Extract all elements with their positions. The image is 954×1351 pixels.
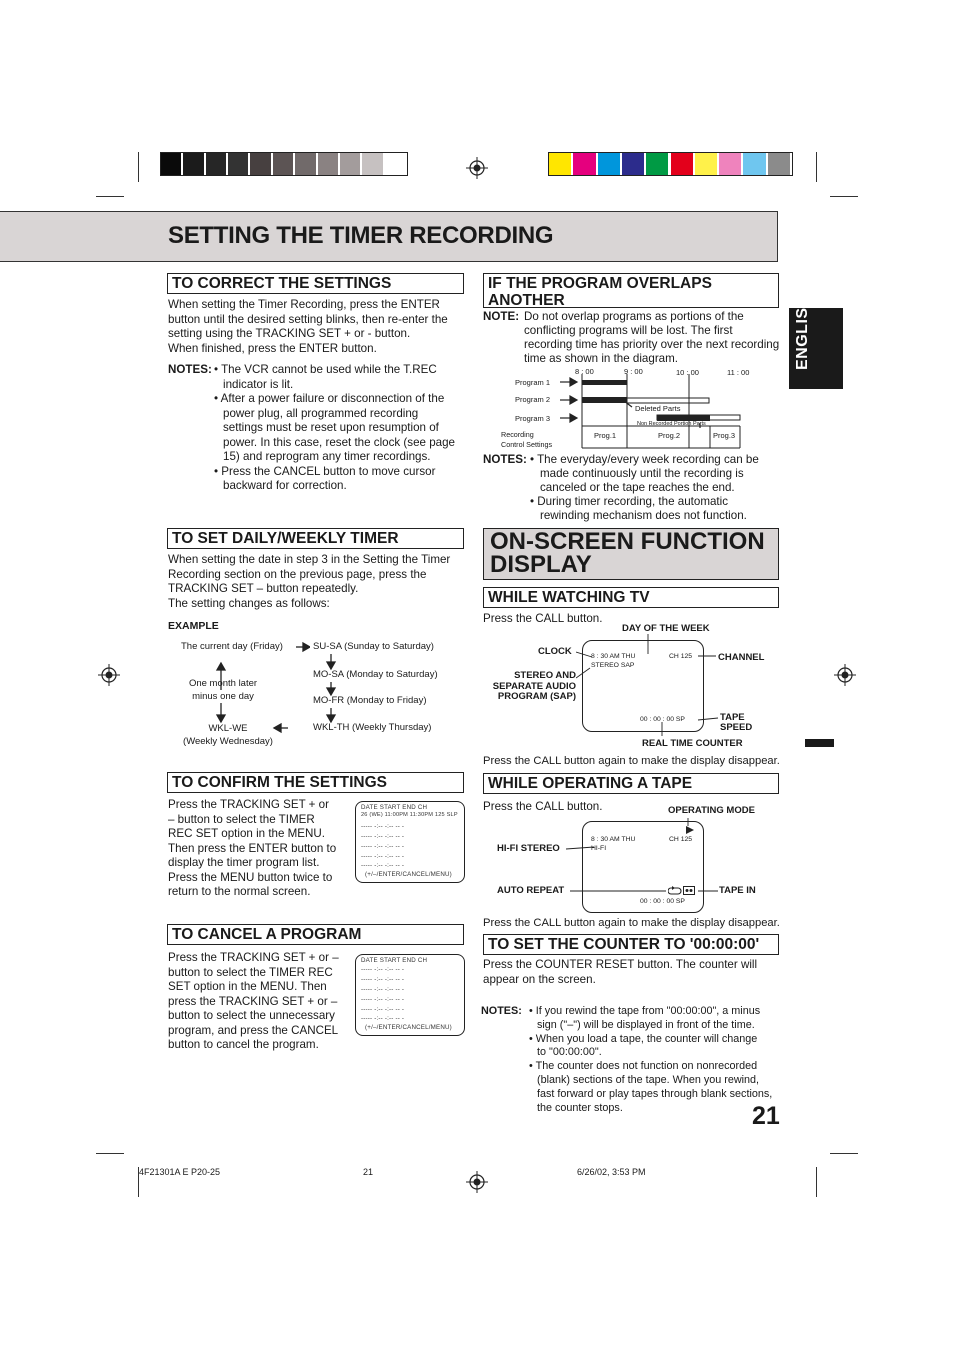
timer-list-row: ----- -:-- -:-- -- - — [361, 1006, 405, 1013]
color-swatch — [743, 153, 765, 175]
registration-mark-icon — [466, 1171, 488, 1193]
text-line: Do not overlap programs as portions of the — [524, 310, 744, 323]
text-line: • When you load a tape, the counter will change — [529, 1032, 758, 1045]
text-line: button to select the TIMER REC — [168, 965, 333, 979]
timer-list-row: 26 (WE) 11:00PM 11:30PM 125 SLP — [361, 812, 458, 818]
side-marker — [805, 739, 834, 747]
screen-channel: CH 125 — [669, 653, 693, 660]
program-label: Program 3 — [515, 414, 551, 423]
text-line: Press the TRACKING SET + or — [168, 798, 329, 811]
color-swatch — [206, 153, 226, 175]
time-label: 9 : 00 — [624, 367, 643, 376]
hifi-stereo-label: HI-FI STEREO — [497, 843, 560, 854]
leader-lines — [576, 630, 726, 742]
text-line: to "00:00:00". — [537, 1046, 602, 1059]
color-swatch — [622, 153, 644, 175]
footer-right: 6/26/02, 3:53 PM — [577, 1167, 646, 1177]
text-line: (blank) sections of the tape. When you rewind, — [537, 1073, 760, 1086]
color-swatch — [385, 153, 405, 175]
crop-mark — [96, 1153, 124, 1154]
crop-mark — [830, 196, 858, 197]
confirm-settings-text — [168, 798, 336, 900]
color-swatch — [768, 153, 790, 175]
text-line: appear on the screen. — [483, 972, 596, 986]
text-line: press the TRACKING SET + or – — [168, 994, 338, 1008]
time-label: 10 : 00 — [676, 368, 699, 377]
text-line: button to select the unnecessary — [168, 1009, 335, 1022]
screen-audio: STEREO SAP — [591, 662, 635, 669]
text-line: Press the COUNTER RESET button. The counter will — [483, 958, 758, 971]
color-swatch — [318, 153, 338, 175]
text-line: SET option in the MENU. Then — [168, 980, 327, 993]
text-line: canceled or the tape reaches the end. — [540, 481, 735, 494]
text-line: The setting changes as follows: — [168, 596, 330, 610]
timer-list-footer: (+/–/ENTER/CANCEL/MENU) — [365, 1024, 452, 1031]
timer-list-header: DATE START END CH — [361, 804, 428, 811]
text-line: power plug, all programmed recording — [223, 406, 419, 420]
overlap-heading: IF THE PROGRAM OVERLAPS ANOTHER — [483, 273, 779, 308]
text-line: button to cancel the program. — [168, 1038, 319, 1051]
counter-notes — [529, 1005, 772, 1115]
timer-list-row: ----- -:-- -:-- -- - — [361, 966, 405, 973]
prog-label: Prog.3 — [713, 431, 736, 440]
text-line: • After a power failure or disconnection of the — [214, 392, 445, 405]
text-line: sign ("–") will be displayed in front of the time. — [537, 1018, 755, 1031]
text-line: program, and press the CANCEL — [168, 1023, 339, 1037]
non-recorded-label: Non Recorded Portion Parts — [637, 421, 706, 427]
timer-list-row: ----- -:-- -:-- -- - — [361, 986, 405, 993]
correct-settings-heading: TO CORRECT THE SETTINGS — [167, 273, 464, 294]
text-line: When finished, press the ENTER button. — [168, 341, 377, 355]
footer-left: 4F21301A E P20-25 — [139, 1167, 221, 1177]
text-line: REC SET option in the MENU. — [168, 827, 326, 840]
registration-mark-icon — [466, 157, 488, 179]
deleted-parts-label: Deleted Parts — [635, 404, 681, 413]
timer-list-header: DATE START END CH — [361, 957, 428, 964]
operating-after-text: Press the CALL button again to make the display disappear. — [483, 917, 780, 929]
text-line: indicator is lit. — [223, 377, 294, 391]
color-swatch — [161, 153, 181, 175]
counter-heading: TO SET THE COUNTER TO '00:00:00' — [483, 934, 779, 955]
correct-settings-text — [168, 298, 448, 356]
text-line: • The everyday/every week recording can be — [530, 453, 759, 466]
english-tab-label: ENGLISH — [794, 295, 811, 370]
text-line: When setting the date in step 3 in the Setting the Timer — [168, 553, 451, 566]
operating-mode-label: OPERATING MODE — [668, 805, 755, 816]
onscreen-heading: ON-SCREEN FUNCTION DISPLAY — [483, 528, 779, 580]
text-line: fast forward or play tapes through blank sections, — [537, 1087, 773, 1100]
registration-mark-icon — [834, 664, 856, 686]
page-title: SETTING THE TIMER RECORDING — [168, 222, 554, 249]
operating-tape-heading: WHILE OPERATING A TAPE — [483, 773, 779, 794]
crop-mark — [830, 1153, 858, 1154]
text-line: made continuously until the recording is — [540, 467, 744, 480]
day-of-week-label: DAY OF THE WEEK — [622, 623, 710, 634]
cancel-program-text — [168, 951, 339, 1053]
timer-list-row: ----- -:-- -:-- -- - — [361, 996, 405, 1003]
color-swatch — [295, 153, 315, 175]
text-line: TRACKING SET – button repeatedly. — [168, 582, 359, 595]
screen-clock: 8 : 30 AM THU — [591, 836, 636, 843]
wkl-th-label: WKL-TH (Weekly Thursday) — [313, 722, 432, 733]
color-swatch — [362, 153, 382, 175]
su-sa-label: SU-SA (Sunday to Saturday) — [313, 641, 434, 652]
text-line: Press the TRACKING SET + or – — [168, 951, 339, 964]
text-line: return to the normal screen. — [168, 885, 311, 898]
auto-repeat-label: AUTO REPEAT — [497, 885, 565, 896]
sequence-down-arrows — [323, 652, 343, 727]
mo-sa-label: MO-SA (Monday to Saturday) — [313, 669, 438, 680]
timer-list-row: ----- -:-- -:-- -- - — [361, 823, 405, 830]
text-line: setting using the TRACKING SET + or - button. — [168, 327, 411, 340]
example-label: EXAMPLE — [168, 620, 219, 632]
prog-label: Prog.1 — [594, 431, 617, 440]
text-line: When setting the Timer Recording, press the ENTER — [168, 298, 440, 311]
screen-counter: 00 : 00 : 00 SP — [640, 716, 685, 723]
crop-mark — [816, 1167, 817, 1197]
notes-label: NOTES: — [481, 1005, 522, 1017]
channel-label: CHANNEL — [718, 652, 765, 663]
text-line: rewinding mechanism does not function. — [540, 509, 747, 522]
text-line: Press the MENU button twice to — [168, 870, 333, 884]
text-line: • The counter does not function on nonrecorded — [529, 1060, 758, 1073]
page-number: 21 — [752, 1102, 780, 1130]
watching-tv-heading: WHILE WATCHING TV — [483, 587, 779, 608]
color-swatch — [695, 153, 717, 175]
text-line: power. In this case, reset the clock (see page — [223, 435, 455, 449]
real-time-counter-label: REAL TIME COUNTER — [642, 738, 743, 749]
screen-counter: 00 : 00 : 00 SP — [640, 898, 685, 905]
text-line: Then press the ENTER button to — [168, 841, 337, 855]
text-line: • The VCR cannot be used while the T.REC — [214, 363, 437, 376]
text-line: • During timer recording, the automatic — [530, 495, 729, 508]
sequence-arrows — [200, 635, 310, 745]
clock-label: CLOCK — [538, 646, 572, 657]
screen-clock: 8 : 30 AM THU — [591, 653, 636, 660]
timer-list-row: ----- -:-- -:-- -- - — [361, 853, 405, 860]
color-swatch — [598, 153, 620, 175]
text-line: the counter stops. — [537, 1101, 623, 1114]
stereo-sap-label: STEREO AND SEPARATE AUDIO PROGRAM (SAP) — [492, 670, 576, 702]
color-swatch — [573, 153, 595, 175]
crop-mark — [138, 152, 139, 182]
press-call-text: Press the CALL button. — [483, 800, 603, 813]
text-line: • If you rewind the tape from "00:00:00", a minus — [529, 1005, 761, 1017]
cancel-program-heading: TO CANCEL A PROGRAM — [167, 924, 464, 945]
process-color-bar — [548, 152, 793, 176]
timer-list-row: ----- -:-- -:-- -- - — [361, 862, 405, 869]
text-line: 15) and reprogram any timer recordings. — [223, 450, 431, 463]
crop-mark — [816, 152, 817, 182]
overlap-diagram — [560, 374, 744, 452]
registration-mark-icon — [98, 664, 120, 686]
footer-mid: 21 — [363, 1167, 374, 1177]
text-line: settings must be reset upon resumption of — [223, 421, 439, 434]
mo-fr-label: MO-FR (Monday to Friday) — [313, 695, 427, 706]
color-swatch — [228, 153, 248, 175]
text-line: backward for correction. — [223, 479, 347, 492]
program-label: Program 1 — [515, 378, 551, 387]
crop-mark — [96, 196, 124, 197]
tape-in-label: TAPE IN — [719, 885, 756, 896]
color-swatch — [273, 153, 293, 175]
counter-text — [483, 958, 757, 987]
text-line: display the timer program list. — [168, 856, 320, 869]
color-swatch — [183, 153, 203, 175]
time-label: 8 : 00 — [575, 367, 594, 376]
timer-list-row: ----- -:-- -:-- -- - — [361, 833, 405, 840]
text-line: – button to select the TIMER — [168, 812, 315, 826]
leader-lines — [566, 812, 726, 898]
overlap-note — [524, 310, 779, 366]
color-swatch — [719, 153, 741, 175]
text-line: • Press the CANCEL button to move cursor — [214, 464, 436, 478]
daily-weekly-heading: TO SET DAILY/WEEKLY TIMER — [167, 528, 464, 549]
text-line: Recording section on the previous page, press the — [168, 567, 427, 581]
timer-list-row: ----- -:-- -:-- -- - — [361, 1015, 405, 1022]
watching-after-text: Press the CALL button again to make the display disappear. — [483, 755, 780, 767]
press-call-text: Press the CALL button. — [483, 612, 603, 625]
time-label: 11 : 00 — [727, 368, 750, 377]
text-line: button until the desired setting blinks, then re-enter the — [168, 312, 448, 326]
grayscale-bar — [160, 152, 408, 176]
current-day-label: The current day (Friday) — [181, 641, 283, 652]
timer-list-footer: (+/–/ENTER/CANCEL/MENU) — [365, 871, 452, 878]
text-line: conflicting programs will be lost. The first — [524, 324, 733, 337]
prog-label: Prog.2 — [658, 431, 681, 440]
note-label: NOTE: — [483, 310, 520, 323]
color-swatch — [549, 153, 571, 175]
screen-audio: HI-FI — [591, 845, 607, 852]
overlap-notes — [530, 453, 759, 523]
timer-list-row: ----- -:-- -:-- -- - — [361, 976, 405, 983]
program-label: Program 2 — [515, 395, 551, 404]
recording-label: Recording Control Settings — [501, 430, 553, 449]
correct-notes — [214, 363, 455, 494]
month-later-label: One month later minus one day — [188, 678, 258, 702]
notes-label: NOTES: — [168, 363, 212, 376]
timer-list-row: ----- -:-- -:-- -- - — [361, 843, 405, 850]
text-line: recording time has priority over the next recording — [524, 338, 780, 351]
text-line: time as shown in the diagram. — [524, 352, 679, 365]
color-swatch — [671, 153, 693, 175]
color-swatch — [646, 153, 668, 175]
tape-speed-label: TAPE SPEED — [720, 712, 753, 733]
screen-channel: CH 125 — [669, 836, 693, 843]
confirm-settings-heading: TO CONFIRM THE SETTINGS — [167, 772, 464, 793]
notes-label: NOTES: — [483, 453, 527, 466]
daily-weekly-text — [168, 553, 450, 611]
color-swatch — [250, 153, 270, 175]
color-swatch — [340, 153, 360, 175]
wkl-we-label: WKL-WE (Weekly Wednesday) — [183, 723, 273, 747]
